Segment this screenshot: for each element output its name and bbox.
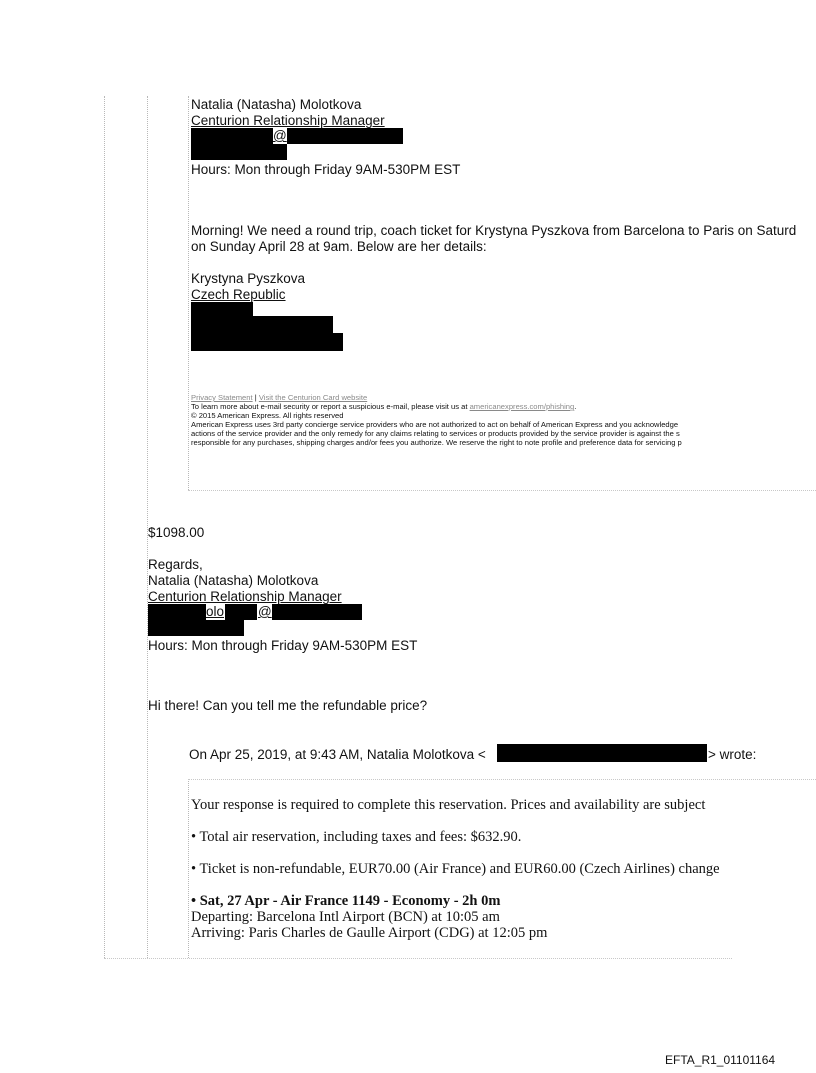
centurion-website-link[interactable]: Visit the Centurion Card website — [258, 393, 368, 402]
security-note-end: . — [574, 402, 577, 411]
refund-policy: Ticket is non-refundable, EUR70.00 (Air France) and EUR60.00 (Czech Airlines) change — [199, 861, 720, 877]
quoted-sender-name: Natalia (Natasha) Molotkova — [191, 97, 362, 112]
redaction — [272, 604, 362, 620]
privacy-statement-link[interactable]: Privacy Statement — [191, 393, 253, 402]
reply-email-at: @ — [258, 604, 272, 619]
quote-header-suffix: > wrote: — [708, 747, 757, 762]
redaction — [191, 144, 287, 160]
itinerary-quote-top-border — [188, 779, 816, 780]
phishing-link[interactable]: americanexpress.com/phishing — [469, 402, 575, 411]
departing-line: Departing: Barcelona Intl Airport (BCN) at 10:05 am — [191, 909, 500, 925]
reply-hours: Hours: Mon through Friday 9AM-530PM EST — [148, 638, 418, 653]
passenger-name: Krystyna Pyszkova — [191, 271, 306, 286]
quoted-email-at: @ — [273, 128, 287, 143]
flight-summary: Sat, 27 Apr - Air France 1149 - Economy - 2h 0m — [199, 893, 501, 909]
redaction — [148, 604, 206, 620]
reply-sender-title: Centurion Relationship Manager — [148, 589, 342, 604]
redaction — [191, 333, 343, 351]
reply-email-fragment: olo — [206, 604, 225, 619]
inner-quote-border — [188, 96, 189, 490]
redaction — [191, 316, 333, 334]
redaction — [225, 604, 257, 620]
bullet-glyph: • — [191, 861, 197, 877]
price-reply: $1098.00 — [148, 525, 205, 540]
quote-bottom-border — [104, 958, 732, 959]
itinerary-quote-border — [188, 779, 189, 958]
itinerary-intro: Your response is required to complete this reservation. Prices and availability are subject — [191, 797, 706, 813]
total-fare: Total air reservation, including taxes and fees: $632.90. — [199, 829, 522, 845]
bullet-glyph: • — [191, 893, 197, 909]
redaction — [148, 620, 244, 636]
copyright: © 2015 American Express. All rights reserved — [191, 411, 344, 420]
refundable-question: Hi there! Can you tell me the refundable price? — [148, 698, 428, 713]
arriving-line: Arriving: Paris Charles de Gaulle Airport (CDG) at 12:05 pm — [191, 925, 548, 941]
bullet-glyph: • — [191, 829, 197, 845]
disclaimer-line-1: American Express uses 3rd party concierge service providers who are not authorized to act on behalf of American Express and you acknowledge — [191, 420, 679, 429]
itinerary-bullet-2 — [191, 861, 720, 877]
itinerary-bullet-1 — [191, 829, 521, 845]
security-note-text: To learn more about e-mail security or report a suspicious e-mail, please visit us at — [191, 402, 470, 411]
disclaimer-line-3: responsible for any purchases, shipping charges and/or fees you authorize. We reserve the right to note profile and preference data for servicing p — [191, 438, 682, 447]
flight-heading — [191, 893, 500, 909]
redaction — [191, 128, 273, 144]
redaction — [287, 128, 403, 144]
disclaimer-line-2: actions of the service provider and the only remedy for any claims relating to services or products provided by the service provider is against the s — [191, 429, 680, 438]
quote-header-prefix: On Apr 25, 2019, at 9:43 AM, Natalia Molotkova < — [189, 747, 486, 762]
request-line-1: Morning! We need a round trip, coach ticket for Krystyna Pyszkova from Barcelona to Paris on Saturd — [191, 223, 797, 238]
reply-sender-name: Natalia (Natasha) Molotkova — [148, 573, 319, 588]
quoted-sender-title: Centurion Relationship Manager — [191, 113, 385, 128]
outer-quote-border — [104, 96, 105, 958]
document-id: EFTA_R1_01101164 — [665, 1053, 776, 1067]
request-line-2: on Sunday April 28 at 9am. Below are her details: — [191, 239, 487, 254]
redaction — [497, 744, 707, 762]
passenger-country: Czech Republic — [191, 287, 286, 302]
inner-quote-bottom-border — [188, 490, 816, 491]
regards: Regards, — [148, 557, 203, 572]
footer-separator: | — [254, 393, 257, 402]
quoted-hours: Hours: Mon through Friday 9AM-530PM EST — [191, 162, 461, 177]
